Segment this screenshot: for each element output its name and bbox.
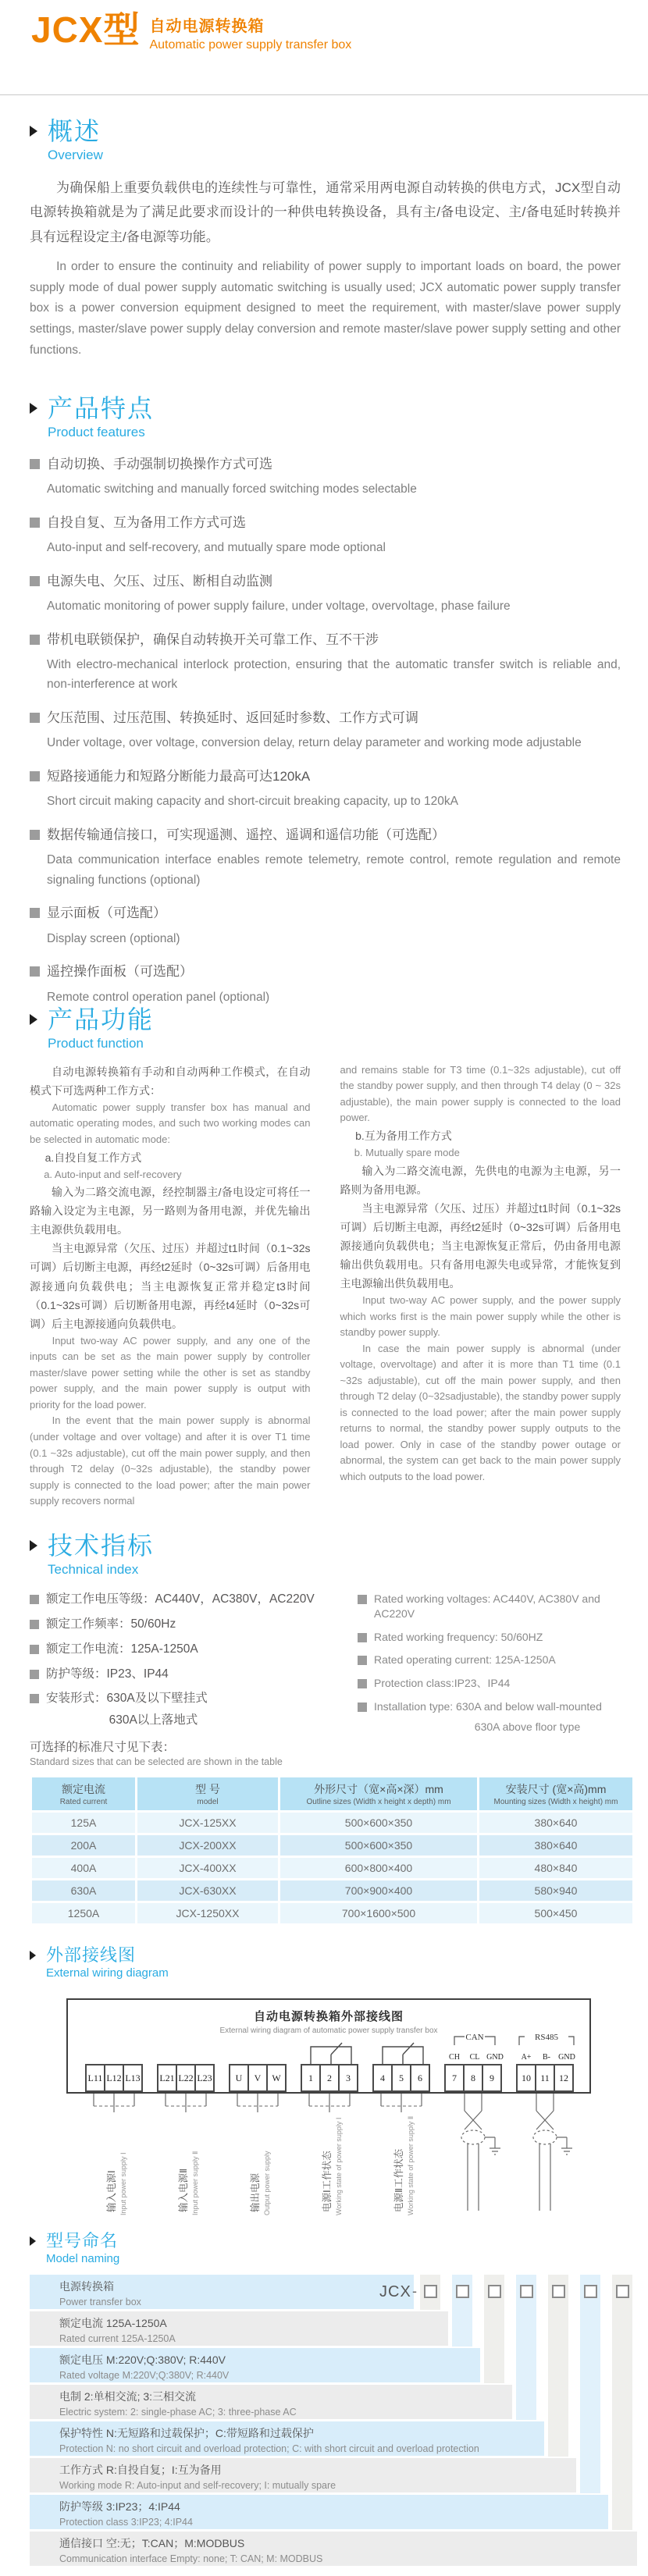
feature-en: Automatic switching and manually forced switching modes selectable — [47, 482, 417, 496]
bullet-square-icon — [30, 771, 40, 781]
wire-label-cn: 输入电源Ⅰ — [106, 2170, 117, 2213]
table-row — [32, 1903, 632, 1923]
table-intro-en: Standard sizes that can be selected are shown in the table — [30, 1756, 283, 1767]
tech-item: 额定工作电流：125A-1250A — [46, 1642, 198, 1656]
naming-heading-cn: 型号命名 — [46, 2231, 119, 2250]
terminal-cell: 1 — [301, 2064, 321, 2092]
wire-label-cn: 电源Ⅰ工作状态 — [322, 2151, 333, 2213]
tech-item-extra: 630A above floor type — [474, 1720, 581, 1734]
bullet-square-icon — [30, 1620, 39, 1629]
naming-strip — [612, 2275, 632, 2530]
feature-cn: 遥控操作面板（可选配） — [47, 964, 193, 980]
tech-item: Rated working frequency: 50/60HZ — [374, 1630, 543, 1643]
bullet-square-icon — [358, 1595, 367, 1604]
feature-en: Short circuit making capacity and short-circuit breaking capacity, up to 120kA — [47, 795, 458, 809]
pin-label: CH — [449, 2053, 460, 2062]
feature-en: Automatic monitoring of power supply failure, under voltage, overvoltage, phase failure — [47, 599, 511, 613]
product-title-cn: 自动电源转换箱 — [149, 18, 265, 35]
table-header-cell: 额定电流 Rated current — [32, 1777, 135, 1810]
naming-row: 电制 2:单相交流; 3:三相交流 Electric system: 2: single-phase AC; 3: three-phase AC — [30, 2385, 512, 2419]
overview-heading-en: Overview — [48, 147, 103, 162]
wiring-diagram — [66, 1998, 591, 2094]
terminal-cell: V — [247, 2064, 268, 2092]
section-arrow-icon — [30, 1540, 37, 1551]
model-dash: - — [412, 2283, 417, 2300]
terminal-cell: W — [266, 2064, 287, 2092]
feature-item — [30, 767, 621, 812]
features-heading-cn: 产品特点 — [48, 394, 155, 422]
table-cell: 700×900×400 — [280, 1880, 477, 1901]
wire-label-en: Working state of power supply Ⅰ — [335, 2117, 343, 2216]
feature-item — [30, 903, 621, 948]
model-code-box — [424, 2285, 437, 2298]
tech-item-extra: 630A以上落地式 — [109, 1713, 198, 1727]
twisted-pair-icon — [461, 2094, 500, 2211]
terminal-cell: L11 — [85, 2064, 105, 2092]
terminal-cell: L22 — [176, 2064, 196, 2092]
tech-column-en — [358, 1592, 621, 1743]
twisted-pair-icon — [533, 2094, 572, 2211]
terminal-cell: 7 — [444, 2064, 465, 2092]
function-paragraph: 当主电源异常（欠压、过压）并超过t1时间（0.1~32s可调）后切断主电源，再经t2延时（0~32s可调）后备用电源接通向负载供电；当主电源恢复正常并稳定t3时间（0.1~32s可调）后切断备用电源，再经t4延时（0~32s可调）后主电源接通向负载供电。 — [30, 1242, 311, 1330]
function-paragraph: Input two-way AC power supply, and the power supply which works first is the main power supply while the other is standby power supply. — [340, 1294, 621, 1339]
terminal-group-rs485 — [516, 2064, 574, 2092]
wiring-section — [30, 1945, 621, 2225]
table-header-cell: 安装尺寸 (宽×高)mm Mounting sizes (Width x height) mm — [479, 1777, 632, 1810]
size-table-section — [30, 1738, 621, 1926]
overview-paragraph-en: In order to ensure the continuity and reliability of power supply to important loads on board, the power supply mode of dual power supply automatic switching is usually used; JCX automatic power supply transfer box is a power conversion equipment designed to meet the requirement, with master/slave power supply settings, master/slave power supply delay conversion and remote master/slave power supply setting and other functions. — [30, 260, 621, 357]
naming-row: 额定电流 125A-1250A Rated current 125A-1250A — [30, 2311, 448, 2346]
terminal-cell: 3 — [338, 2064, 358, 2092]
function-paragraph: a. Auto-input and self-recovery — [44, 1168, 182, 1180]
bullet-square-icon — [358, 1679, 367, 1688]
features-heading-en: Product features — [48, 424, 145, 439]
naming-section — [30, 2231, 621, 2573]
terminal-group-state2 — [372, 2064, 430, 2092]
naming-strip — [580, 2275, 600, 2493]
diagram-title-cn: 自动电源转换箱外部接线图 — [253, 2011, 404, 2024]
table-cell: 1250A — [32, 1903, 135, 1923]
function-paragraph: In case the main power supply is abnormal (under voltage, overvoltage) and after it is more than T1 time (0.1 ~32s adjustable), cut off the main power supply, and then through T2 delay (0~32sadjustable), the standby power supply is connected to the load power; after the main power supply returns to normal, the standby power supply outputs to the load power. Only in case of the standby power outage or abnormal, the system can get back to the main power supply which outputs to the load power. — [340, 1342, 621, 1482]
table-row — [32, 1835, 632, 1856]
feature-cn: 显示面板（可选配） — [47, 906, 166, 921]
terminal-cell: L13 — [123, 2064, 143, 2092]
model-code-box — [456, 2285, 469, 2298]
wire-label-en: Input power supply Ⅱ — [191, 2151, 199, 2216]
wire-label-en: Output power supply — [263, 2151, 271, 2216]
naming-row: 额定电压 M:220V;Q:380V; R:440V Rated voltage M:220V;Q:380V; R:440V — [30, 2348, 480, 2382]
divider — [0, 94, 648, 95]
tech-item: Protection class:IP23、IP44 — [374, 1677, 511, 1690]
wire-label-cn: 输入电源Ⅱ — [178, 2169, 189, 2213]
feature-en: Under voltage, over voltage, conversion delay, return delay parameter and working mode adjustable — [47, 736, 582, 750]
section-arrow-icon — [30, 2236, 36, 2246]
diagram-title-en: External wiring diagram of automatic power supply transfer box — [219, 2026, 438, 2036]
table-header-cell: 型 号 model — [137, 1777, 278, 1810]
bullet-square-icon — [30, 576, 40, 586]
terminal-group-input1 — [85, 2064, 143, 2092]
feature-item — [30, 513, 621, 558]
bullet-square-icon — [30, 459, 40, 469]
section-arrow-icon — [30, 1951, 36, 1960]
feature-item — [30, 454, 621, 500]
function-heading-en: Product function — [48, 1035, 144, 1051]
table-cell: 500×600×350 — [280, 1813, 477, 1833]
terminal-cell: 2 — [319, 2064, 340, 2092]
tech-heading-en: Technical index — [48, 1561, 139, 1577]
standard-sizes-table — [30, 1775, 635, 1926]
table-cell: JCX-400XX — [137, 1858, 278, 1878]
function-paragraph: Input two-way AC power supply, and any one of the inputs can be set as the main power supply by controller master/slave power setting while the other is set as standby power supply, and the main power supply is output with priority for the load power. — [30, 1334, 311, 1411]
terminal-cell: L21 — [157, 2064, 177, 2092]
function-paragraph: 自动电源转换箱有手动和自动两种工作模式，在自动模式下可选两种工作方式： — [30, 1065, 311, 1097]
feature-item — [30, 708, 621, 753]
table-cell: JCX-200XX — [137, 1835, 278, 1856]
overview-paragraph-cn: 为确保船上重要负载供电的连续性与可靠性，通常采用两电源自动转换的供电方式，JCX型自动电源转换箱就是为了满足此要求而设计的一种供电转换设备，具有主/备电设定、主/备电延时转换并具有远程设定主/备电源等功能。 — [30, 180, 621, 244]
function-paragraph: Automatic power supply transfer box has manual and automatic operating modes, and such two working modes can be selected in automatic mode: — [30, 1101, 311, 1146]
terminal-cell: 10 — [516, 2064, 536, 2092]
function-paragraph: In the event that the main power supply is abnormal (under voltage and over voltage) and after it is over T1 time (0.1 ~32s adjustable), cut off the main power supply, and then through T2 delay (0~32s adjustable), the standby power supply is connected to the load power; after the main power supply recovers normal — [30, 1414, 311, 1507]
wiring-underlines — [66, 2094, 591, 2225]
naming-row: 工作方式 R:自投自复；I:互为备用 Working mode R: Auto-input and self-recovery; I: mutually spare — [30, 2458, 576, 2492]
tech-column-cn — [30, 1592, 340, 1743]
function-paragraph: 当主电源异常（欠压、过压）并超过t1时间（0.1~32s可调）后切断主电源，再经t2延时（0~32s可调）后备用电源接通向负载供电；当主电源恢复正常后，仍由备用电源输出供负载用电。只有备用电源失电或异常，才能恢复到主电源输出供负载用电。 — [340, 1201, 621, 1290]
bullet-square-icon — [358, 1703, 367, 1712]
table-row — [32, 1880, 632, 1901]
model-prefix: JCX — [379, 2283, 411, 2301]
function-paragraph: 输入为二路交流电源，经控制器主/备电设定可将任一路输入设定为主电源，另一路则为备用电源，并优先输出主电源供负载用电。 — [30, 1186, 311, 1236]
terminal-cell: 4 — [372, 2064, 393, 2092]
switch-symbol-icon — [311, 2043, 351, 2064]
tech-item: 防护等级：IP23、IP44 — [46, 1667, 169, 1681]
terminal-cell: U — [229, 2064, 249, 2092]
tech-item: Rated working voltages: AC440V, AC380V and AC220V — [374, 1592, 600, 1620]
bullet-square-icon — [30, 635, 40, 645]
technical-index-section — [30, 1532, 621, 1743]
can-bracket-icon — [454, 2037, 495, 2045]
terminal-cell: 12 — [554, 2064, 574, 2092]
terminal-cell: L12 — [104, 2064, 124, 2092]
function-heading-cn: 产品功能 — [48, 1005, 155, 1034]
function-paragraph: 输入为二路交流电源，先供电的电源为主电源，另一路则为备用电源。 — [340, 1164, 621, 1196]
bullet-square-icon — [30, 966, 40, 977]
feature-item — [30, 571, 621, 617]
feature-cn: 自动切换、手动强制切换操作方式可选 — [47, 456, 272, 471]
table-cell: 600×800×400 — [280, 1858, 477, 1878]
rs485-label: RS485 — [535, 2033, 558, 2043]
wire-label-cn: 电源Ⅱ工作状态 — [393, 2149, 404, 2213]
table-header-row — [32, 1777, 632, 1810]
table-cell: 380×640 — [479, 1835, 632, 1856]
table-cell: 125A — [32, 1813, 135, 1833]
feature-en: With electro-mechanical interlock protection, ensuring that the automatic transfer switch is reliable and, non-interference at work — [47, 657, 621, 692]
table-row — [32, 1858, 632, 1878]
terminal-cell: 8 — [463, 2064, 483, 2092]
tech-heading-cn: 技术指标 — [48, 1532, 155, 1560]
function-paragraph: a.自投自复工作方式 — [45, 1151, 142, 1164]
function-paragraph: and remains stable for T3 time (0.1~32s adjustable), cut off the standby power supply, and then through T4 delay (0 ~ 32s adjustable), the main power supply is connected to the load power. — [340, 1063, 621, 1124]
model-code-box — [552, 2285, 565, 2298]
feature-item — [30, 962, 621, 1007]
wire-label-cn: 输出电源 — [250, 2173, 261, 2213]
feature-cn: 欠压范围、过压范围、转换延时、返回延时参数、工作方式可调 — [47, 710, 418, 725]
table-row — [32, 1813, 632, 1833]
function-section — [30, 1005, 621, 1510]
feature-cn: 自投自复、互为备用工作方式可选 — [47, 514, 246, 530]
naming-strip — [548, 2275, 568, 2457]
naming-row: 电源转换箱 Power transfer box — [30, 2275, 414, 2309]
table-cell: 480×840 — [479, 1858, 632, 1878]
terminal-group-input2 — [157, 2064, 215, 2092]
table-cell: 500×450 — [479, 1903, 632, 1923]
terminal-cell: L23 — [194, 2064, 215, 2092]
page-title — [31, 11, 351, 52]
table-cell: 400A — [32, 1858, 135, 1878]
bullet-square-icon — [30, 1694, 39, 1703]
model-code-box — [616, 2285, 629, 2298]
feature-en: Auto-input and self-recovery, and mutually spare mode optional — [47, 541, 386, 555]
features-section — [30, 394, 621, 1020]
naming-heading-en: Model naming — [46, 2252, 120, 2266]
pin-label: CL — [469, 2053, 480, 2062]
bullet-square-icon — [30, 908, 40, 918]
table-cell: 630A — [32, 1880, 135, 1901]
feature-cn: 数据传输通信接口，可实现遥测、遥控、遥调和遥信功能（可选配） — [47, 827, 445, 842]
section-arrow-icon — [30, 1014, 37, 1025]
product-title-en: Automatic power supply transfer box — [149, 38, 352, 52]
feature-cn: 电源失电、欠压、过压、断相自动监测 — [47, 573, 272, 589]
terminal-group-state1 — [301, 2064, 358, 2092]
table-cell: 500×600×350 — [280, 1835, 477, 1856]
bullet-square-icon — [30, 713, 40, 723]
tech-item: Rated operating current: 125A-1250A — [374, 1653, 556, 1667]
wiring-heading-en: External wiring diagram — [46, 1966, 169, 1980]
overview-section — [30, 117, 621, 361]
bullet-square-icon — [30, 1645, 39, 1654]
naming-row: 保护特性 N:无短路和过载保护；C:带短路和过载保护 Protection N: no short circuit and overload protection; C: with short circuit and overload protection — [30, 2421, 544, 2456]
function-paragraph: b.互为备用工作方式 — [355, 1129, 452, 1142]
feature-cn: 带机电联锁保护，确保自动转换开关可靠工作、互不干涉 — [47, 632, 379, 647]
bullet-square-icon — [30, 830, 40, 840]
bullet-square-icon — [358, 1656, 367, 1665]
pin-label: GND — [486, 2053, 504, 2062]
feature-en: Data communication interface enables remote telemetry, remote control, remote regulation and remote signaling functions (optional) — [47, 853, 621, 887]
section-arrow-icon — [30, 126, 37, 137]
tech-item: Installation type: 630A and below wall-mounted — [374, 1700, 602, 1713]
function-paragraph: b. Mutually spare mode — [354, 1147, 460, 1158]
tech-item: 额定工作频率：50/60Hz — [46, 1617, 176, 1631]
feature-item — [30, 630, 621, 695]
tech-item: 额定工作电压等级：AC440V，AC380V，AC220V — [46, 1592, 315, 1606]
switch-symbol-icon — [383, 2043, 423, 2064]
feature-item — [30, 825, 621, 890]
bullet-square-icon — [358, 1633, 367, 1642]
pin-label: B- — [543, 2053, 550, 2062]
naming-row: 防护等级 3:IP23；4:IP44 Protection class 3:IP23; 4:IP44 — [30, 2495, 608, 2529]
section-arrow-icon — [30, 403, 37, 414]
bullet-square-icon — [30, 518, 40, 528]
model-code-box — [488, 2285, 501, 2298]
wire-label-en: Working state of power supply Ⅱ — [407, 2115, 415, 2216]
table-cell: 580×940 — [479, 1880, 632, 1901]
table-header-cell: 外形尺寸（宽×高×深）mm Outline sizes (Width x height x depth) mm — [280, 1777, 477, 1810]
can-label: CAN — [465, 2033, 484, 2043]
table-intro-cn: 可选择的标准尺寸见下表： — [30, 1741, 176, 1754]
table-cell: 380×640 — [479, 1813, 632, 1833]
terminal-cell: 11 — [535, 2064, 555, 2092]
product-model: JCX型 — [31, 9, 141, 50]
feature-cn: 短路接通能力和短路分断能力最高可达120kA — [47, 768, 311, 784]
tech-item: 安装形式：630A及以下壁挂式 — [46, 1692, 208, 1706]
terminal-group-output — [229, 2064, 287, 2092]
table-cell: JCX-1250XX — [137, 1903, 278, 1923]
model-naming-diagram — [30, 2275, 637, 2573]
model-code-box — [584, 2285, 597, 2298]
terminal-cell: 5 — [391, 2064, 411, 2092]
terminal-cell: 6 — [410, 2064, 430, 2092]
rs485-bracket-icon — [519, 2037, 574, 2045]
naming-row: 通信接口 空:无；T:CAN；M:MODBUS Communication interface Empty: none; T: CAN; M: MODBUS — [30, 2532, 637, 2566]
function-left-column — [30, 1062, 311, 1510]
table-cell: JCX-630XX — [137, 1880, 278, 1901]
table-cell: 700×1600×500 — [280, 1903, 477, 1923]
bullet-square-icon — [30, 1595, 39, 1604]
pin-label: A+ — [521, 2053, 532, 2062]
overview-heading-cn: 概述 — [48, 117, 101, 145]
function-right-column — [340, 1062, 621, 1510]
table-cell: JCX-125XX — [137, 1813, 278, 1833]
model-code-box — [520, 2285, 533, 2298]
table-cell: 200A — [32, 1835, 135, 1856]
feature-en: Display screen (optional) — [47, 931, 180, 945]
terminal-cell: 9 — [482, 2064, 502, 2092]
wiring-heading-cn: 外部接线图 — [46, 1945, 137, 1965]
terminal-group-can — [444, 2064, 502, 2092]
wiring-under-art — [66, 2094, 591, 2225]
wire-label-en: Input power supply Ⅰ — [119, 2152, 127, 2216]
pin-label: GND — [558, 2053, 575, 2062]
bullet-square-icon — [30, 1670, 39, 1679]
feature-en: Remote control operation panel (optional) — [47, 990, 270, 1004]
